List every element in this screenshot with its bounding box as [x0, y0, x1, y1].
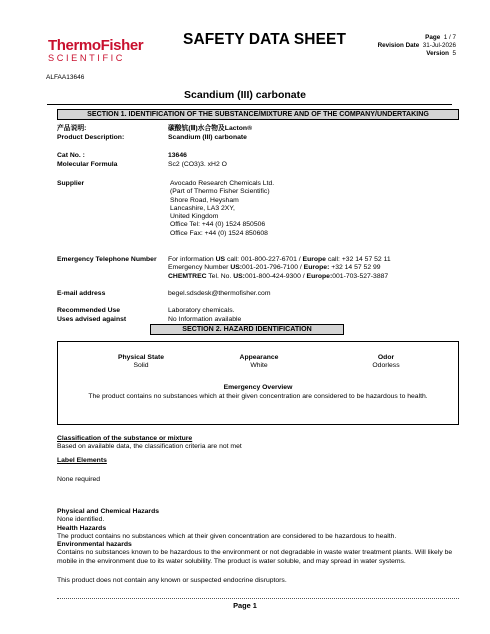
- document-title: SAFETY DATA SHEET: [183, 31, 347, 48]
- logo-subtitle: SCIENTIFIC: [48, 53, 126, 63]
- version-label: Version: [426, 50, 449, 58]
- appearance-value: White: [250, 362, 268, 370]
- supplier-line: Shore Road, Heysham: [170, 196, 239, 204]
- appearance-label: Appearance: [239, 354, 279, 361]
- supplier-line: Lancashire, LA3 2XY,: [170, 204, 235, 212]
- health-hazards-text: The product contains no substances which at their given concentration are considered to be hazardous to health.: [57, 532, 397, 540]
- emergency-overview-text: The product contains no substances which at their given concentration are considered to be hazardous to health.: [88, 393, 428, 401]
- email-value[interactable]: begel.sdsdesk@thermofisher.com: [168, 290, 271, 297]
- product-description-value: Scandium (III) carbonate: [168, 134, 247, 141]
- title-divider: [47, 104, 452, 105]
- health-hazards-heading: Health Hazards: [57, 524, 107, 532]
- cjk-product-value: 碳酸钪(Ⅲ)水合物及Lacton®: [168, 125, 253, 132]
- email-label: E-mail address: [57, 290, 106, 297]
- physical-state: [81, 354, 201, 371]
- supplier-line: (Part of Thermo Fisher Scientific): [170, 188, 270, 196]
- cjk-product-label: 产品说明:: [57, 125, 87, 132]
- cat-no-value: 13646: [168, 152, 187, 159]
- thermo-fisher-logo: [48, 38, 160, 63]
- section-1-heading: SECTION 1. IDENTIFICATION OF THE SUBSTANCE/MIXTURE AND OF THE COMPANY/UNDERTAKING: [57, 109, 459, 120]
- supplier-address: [170, 180, 274, 238]
- label-elements-block: [57, 457, 461, 465]
- supplier-line: Office Fax: +44 (0) 1524 850608: [170, 229, 268, 237]
- appearance: [199, 354, 319, 371]
- classification-block: [57, 435, 461, 452]
- physical-state-label: Physical State: [117, 354, 165, 361]
- odor: [326, 354, 446, 371]
- document-meta: [336, 34, 456, 59]
- emergency-phone-label: Emergency Telephone Number: [57, 256, 157, 263]
- recommended-use-label: Recommended Use: [57, 307, 121, 314]
- supplier-line: Office Tel: +44 (0) 1524 850506: [170, 221, 266, 229]
- supplier-label: Supplier: [57, 180, 85, 187]
- physical-state-value: Solid: [133, 362, 149, 370]
- supplier-line: Avocado Research Chemicals Ltd.: [170, 180, 275, 187]
- revision-value: 31-Jul-2026: [422, 42, 456, 50]
- product-description-label: Product Description:: [57, 134, 125, 141]
- odor-value: Odorless: [372, 362, 400, 370]
- environmental-hazards-text: Contains no substances known to be hazardous to the environment or not degradable in waste water treatment plants. Will likely be mobile in the environment due to its water solubility. The product is water soluble, and may spread in water systems.: [57, 549, 453, 565]
- physical-chemical-hazards-heading: Physical and Chemical Hazards: [57, 508, 159, 515]
- page-number: Page 1: [233, 601, 257, 610]
- revision-label: Revision Date: [377, 42, 420, 50]
- endocrine-disruptors-text: This product does not contain any known or suspected endocrine disruptors.: [57, 577, 287, 584]
- revision-meta: [336, 42, 456, 50]
- product-title: Scandium (III) carbonate: [184, 89, 306, 101]
- emergency-line-3: CHEMTREC Tel. No. US:001-800-424-9300 / Europe:001-703-527-3887: [168, 272, 389, 280]
- classification-text: Based on available data, the classification criteria are not met: [57, 443, 242, 451]
- label-elements-heading: Label Elements: [57, 457, 107, 464]
- emergency-overview: [58, 384, 458, 402]
- version-value: 5: [452, 50, 456, 58]
- page-value: 1 / 7: [443, 34, 456, 41]
- product-code: ALFAA13646: [46, 74, 85, 81]
- supplier-line: United Kingdom: [170, 213, 219, 221]
- version-meta: [336, 50, 456, 58]
- emergency-overview-label: Emergency Overview: [223, 384, 293, 391]
- physical-chemical-hazards-text: None identified.: [57, 516, 105, 524]
- odor-label: Odor: [377, 354, 395, 361]
- page-label: Page: [425, 34, 441, 41]
- label-elements-text: None required: [57, 476, 101, 483]
- environmental-hazards-heading: Environmental hazards: [57, 541, 132, 549]
- section-2-heading: SECTION 2. HAZARD IDENTIFICATION: [150, 324, 344, 335]
- uses-advised-against-label: Uses advised against: [57, 316, 127, 323]
- cat-no-label: Cat No. :: [57, 152, 85, 159]
- emergency-line-1: For information US call: 001-800-227-6701 / Europe call: +32 14 57 52 11: [168, 256, 391, 263]
- emergency-phone-numbers: [168, 256, 391, 281]
- emergency-line-2: Emergency Number US:001-201-796-7100 / Europe: +32 14 57 52 99: [168, 264, 381, 272]
- recommended-use-value: Laboratory chemicals.: [168, 307, 235, 314]
- hazard-summary-box: [57, 341, 459, 425]
- footer-divider: [57, 598, 459, 599]
- logo-wordmark: ThermoFisher: [48, 37, 144, 54]
- molecular-formula-value: Sc2 (CO3)3. xH2 O: [168, 161, 227, 168]
- hazards-block: [57, 508, 461, 566]
- page-meta: [336, 34, 456, 42]
- molecular-formula-label: Molecular Formula: [57, 161, 118, 168]
- classification-heading: Classification of the substance or mixture: [57, 435, 193, 442]
- uses-advised-against-value: No Information available: [168, 316, 242, 323]
